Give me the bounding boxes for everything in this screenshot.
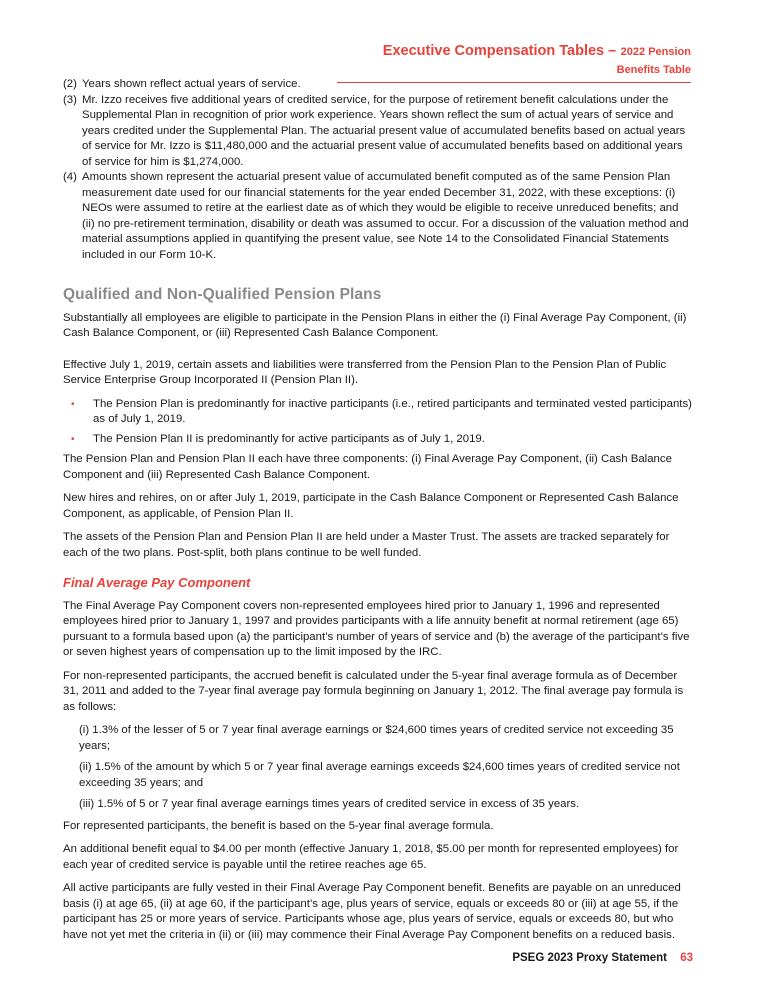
bullet-item (63, 432, 693, 448)
header-title: Executive Compensation Tables – (382, 43, 617, 59)
paragraph: The Final Average Pay Component covers non-represented employees hired prior to January 1, 1996 and represented employees hired prior to January 1, 1997 and provides participants with a life annuity benefit at normal retirement (age 65) pursuant to a formula based upon (a) the participant’s number of years of service and (b) the average of the participant’s five or seven highest years of compensation up to the limit imposed by the IRC. (63, 599, 690, 658)
bullet-text: The Pension Plan is predominantly for inactive participants (i.e., retired participants and terminated vested participants) as of July 1, 2019. (93, 397, 692, 425)
footnote-text: Mr. Izzo receives five additional years of credited service, for the purpose of retirement benefit calculations under the Supplemental Plan in recognition of prior work experience. Years shown reflect the sum of actual years of service and years credited under the Supplemental Plan. The actuarial present value of accumulated benefits based on actual years of service for Mr. Izzo is $11,480,000 and the actuarial present value of accumulated benefits based on additional years of service for him is $1,274,000. (82, 93, 686, 168)
paragraph: An additional benefit equal to $4.00 per month (effective January 1, 2018, $5.00 per month for represented employees) for each year of credited service is payable until the retiree reaches age 65. (63, 843, 679, 871)
page-footer (440, 952, 693, 964)
paragraph: All active participants are fully vested in their Final Average Pay Component benefit. Benefits are payable on an unreduced basis (i) at age 65, (ii) at age 60, if the participant’s age, plus years of service, equals or exceeds 80 or (iii) at age 55, if the participant has 25 or more years of service. Participants whose age, plus years of service, equals or exceeds 80, but who have not yet met the criteria in (ii) or (iii) may commence their Final Average Pay Component benefits on a reduced basis. (63, 882, 681, 941)
footnote (63, 77, 693, 93)
paragraph: The assets of the Pension Plan and Pension Plan II are held under a Master Trust. The assets are tracked separately for each of the two plans. Post-split, both plans continue to be well funded. (63, 531, 670, 559)
bullet-item (63, 397, 693, 428)
footnote-number: (2) (63, 78, 77, 90)
paragraph: The Pension Plan and Pension Plan II each have three components: (i) Final Average Pay Component, (ii) Cash Balance Component and (iii) Represented Cash Balance Component. (63, 453, 672, 481)
publication-name: PSEG 2023 Proxy Statement (512, 952, 667, 964)
paragraph: For represented participants, the benefit is based on the 5-year final average formula. (63, 819, 494, 832)
bullet-text: The Pension Plan II is predominantly for active participants as of July 1, 2019. (93, 432, 485, 445)
footnotes (63, 77, 693, 263)
paragraph: Substantially all employees are eligible to participate in the Pension Plans in either the (i) Final Average Pay Component, (ii) Cash Balance Component, or (iii) Represented Cash Balance Component. (63, 311, 687, 339)
header-subtitle: 2022 Pension Benefits Table (616, 46, 691, 76)
footnote (63, 170, 693, 263)
footnote-number: (3) (63, 93, 77, 106)
subsection-heading-final-average-pay: Final Average Pay Component (63, 575, 251, 590)
formula-item: (iii) 1.5% of 5 or 7 year final average earnings times years of credited service in excess of 35 years. (79, 798, 580, 810)
section-heading-pension-plans: Qualified and Non-Qualified Pension Plans (63, 286, 382, 303)
footnote-text: Amounts shown represent the actuarial present value of accumulated benefit computed as of the same Pension Plan measurement date used for our financial statements for the year ended December 31, 2022, with these exceptions: (i) NEOs were assumed to retire at the earliest date as of which they would be eligible to receive unreduced benefits; and (ii) no pre-retirement termination, disability or death was assumed to occur. For a discussion of the valuation method and material assumptions applied in quantifying the present value, see Note 14 to the Consolidated Financial Statements included in our Form 10-K. (82, 171, 689, 261)
formula-item: (i) 1.3% of the lesser of 5 or 7 year final average earnings or $24,600 times years of credited service not exceeding 35 years; (79, 724, 674, 752)
footnote-number: (4) (63, 171, 77, 183)
formula-item: (ii) 1.5% of the amount by which 5 or 7 year final average earnings exceeds $24,600 times years of credited service not exceeding 35 years; and (79, 761, 680, 789)
footnote (63, 93, 693, 171)
page-content (63, 77, 693, 951)
bullet-icon: • (71, 398, 75, 410)
paragraph: New hires and rehires, on or after July 1, 2019, participate in the Cash Balance Component or Represented Cash Balance Component, as applicable, of Pension Plan II. (63, 492, 679, 520)
bullet-icon: • (71, 433, 75, 445)
bullet-list (63, 397, 693, 448)
paragraph: Effective July 1, 2019, certain assets and liabilities were transferred from the Pension Plan to the Pension Plan of Public Service Enterprise Group Incorporated II (Pension Plan II). (63, 358, 667, 386)
footnote-text: Years shown reflect actual years of service. (82, 78, 301, 90)
paragraph: For non-represented participants, the accrued benefit is calculated under the 5-year final average formula as of December 31, 2011 and added to the 7-year final average pay formula beginning on January 1, 2012. The final average pay formula is as follows: (63, 669, 684, 713)
page-number: 63 (680, 952, 693, 964)
